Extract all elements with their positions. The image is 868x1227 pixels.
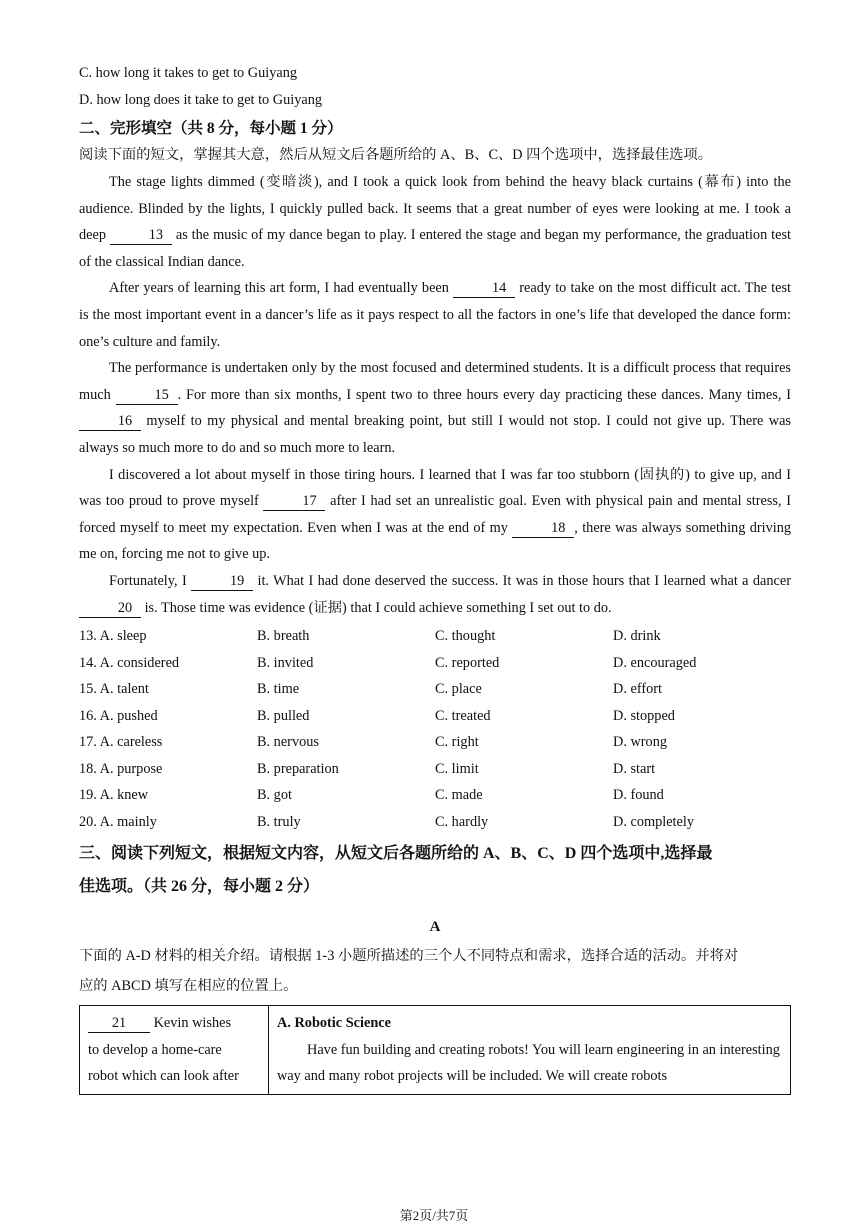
option-row: [79, 809, 791, 836]
option-choice: D. found: [613, 787, 664, 804]
cloze-options: [79, 623, 791, 835]
answer-blank[interactable]: 17: [263, 492, 325, 511]
option-choice: D. encouraged: [613, 654, 697, 671]
option-row: [79, 782, 791, 809]
passage-paragraph: [79, 275, 791, 355]
option-choice: B. got: [257, 787, 292, 804]
option-row: [79, 729, 791, 756]
answer-blank[interactable]: 16: [79, 412, 141, 431]
activity-description-cell: [269, 1006, 791, 1095]
paragraph-text: I discovered a lot about myself in those tiring hours. I learned that I was far too stubborn (固执的) to give up, and I was too proud to prove myself: [79, 466, 791, 510]
paragraph-text: . For more than six months, I spent two to three hours every day practicing these dances. Many times, I: [177, 386, 791, 403]
option-choice: D. stopped: [613, 707, 675, 724]
section3-heading-line1: 三、阅读下列短文，根据短文内容，从短文后各题所给的 A、B、C、D 四个选项中,选择最: [79, 845, 713, 863]
option-choice: B. truly: [257, 813, 301, 830]
option-choice: C. limit: [435, 760, 479, 777]
answer-blank[interactable]: 14: [453, 279, 515, 298]
paragraph-text: it. What I had done deserved the success. It was in those hours that I learned what a dancer: [253, 572, 792, 589]
section3-heading-line2: 佳选项。（共 26 分，每小题 2 分）: [79, 878, 320, 896]
activity-title: A. Robotic Science: [277, 1015, 391, 1032]
person-description-cell: [80, 1006, 269, 1095]
option-choice: 17. A. careless: [79, 734, 163, 751]
option-choice: B. invited: [257, 654, 314, 671]
passage-paragraph: [79, 462, 791, 568]
section2-heading: 二、完形填空（共 8 分，每小题 1 分）: [79, 120, 343, 137]
option-choice: B. breath: [257, 628, 310, 645]
page-number: 第2页/共7页: [399, 1208, 469, 1223]
person-text-1: Kevin wishes: [150, 1015, 232, 1032]
option-choice: D. wrong: [613, 734, 668, 751]
option-d-text: D. how long does it take to get to Guiyang: [79, 91, 323, 108]
section3-intro-line1: 下面的 A-D 材料的相关介绍。请根据 1-3 小题所描述的三个人不同特点和需求，选择合适的活动。并将对: [79, 948, 739, 965]
option-choice: C. treated: [435, 707, 491, 724]
option-choice: B. preparation: [257, 760, 339, 777]
paragraph-text: The performance is undertaken only by the most focused and determined students. It is a difficult process that requires much: [79, 360, 791, 403]
answer-blank[interactable]: 18: [512, 519, 574, 538]
answer-blank-21[interactable]: 21: [88, 1014, 150, 1033]
option-choice: D. effort: [613, 681, 662, 698]
option-row: [79, 756, 791, 783]
option-choice: C. right: [435, 734, 479, 751]
passage-paragraph: [79, 169, 791, 275]
option-row: [79, 623, 791, 650]
option-choice: 13. A. sleep: [79, 628, 147, 645]
option-choice: D. completely: [613, 813, 694, 830]
option-c-text: C. how long it takes to get to Guiyang: [79, 65, 298, 81]
option-choice: 16. A. pushed: [79, 707, 158, 724]
option-choice: D. start: [613, 760, 656, 777]
passage-paragraph: [79, 568, 791, 621]
paragraph-text: after I had set an unrealistic goal. Even with physical pain and mental stress, I forced myself to meet my expectation. Even when I was at the end of my: [79, 493, 791, 536]
answer-blank[interactable]: 13: [110, 226, 172, 245]
option-row: [79, 676, 791, 703]
option-choice: 18. A. purpose: [79, 760, 163, 777]
document-page: [79, 60, 791, 1095]
table-row: [80, 1006, 791, 1095]
passage-paragraph: [79, 355, 791, 461]
activity-table: [79, 1005, 791, 1095]
option-row: [79, 703, 791, 730]
option-choice: B. pulled: [257, 707, 310, 724]
section2-instruction: 阅读下面的短文，掌握其大意，然后从短文后各题所给的 A、B、C、D 四个选项中，选择最佳选项。: [79, 147, 713, 163]
option-choice: C. hardly: [435, 813, 489, 830]
paragraph-text: , there was always something driving me on, forcing me not to give up.: [79, 519, 791, 563]
paragraph-text: The stage lights dimmed (变暗淡), and I took a quick look from behind the heavy black curtains (幕布) into the audience. Blinded by the lights, I quickly pulled back. It seems that a great number of eyes were looking at me. I took a deep: [79, 174, 791, 244]
option-choice: B. time: [257, 681, 300, 698]
answer-blank[interactable]: 19: [191, 572, 253, 591]
paragraph-text: ready to take on the most difficult act. The test is the most important event in a dancer’s life as it pays respect to all the factors in one’s life that developed the dance form: one’s culture and family.: [79, 280, 791, 350]
paragraph-text: Fortunately, I: [109, 572, 192, 589]
option-choice: 14. A. considered: [79, 654, 180, 671]
paragraph-text: is. Those time was evidence (证据) that I could achieve something I set out to do.: [141, 599, 612, 616]
option-choice: 15. A. talent: [79, 681, 149, 698]
person-text-2: to develop a home-care: [88, 1041, 222, 1058]
option-choice: 19. A. knew: [79, 787, 149, 804]
option-choice: C. place: [435, 681, 482, 698]
option-choice: 20. A. mainly: [79, 813, 157, 830]
part-label: A: [429, 919, 441, 936]
option-choice: B. nervous: [257, 734, 319, 751]
activity-text: Have fun building and creating robots! You will learn engineering in an interesting way and many robot projects will be included. We will create robots: [277, 1041, 780, 1085]
option-choice: C. made: [435, 787, 483, 804]
answer-blank[interactable]: 20: [79, 599, 141, 618]
paragraph-text: as the music of my dance began to play. I entered the stage and began my performance, the graduation test of the classical Indian dance.: [79, 227, 791, 270]
option-row: [79, 650, 791, 677]
option-choice: D. drink: [613, 628, 661, 645]
option-choice: C. thought: [435, 628, 496, 645]
option-choice: C. reported: [435, 654, 500, 671]
paragraph-text: myself to my physical and mental breaking point, but still I would not stop. I could not give up. There was always so much more to do and so much more to learn.: [79, 413, 791, 456]
paragraph-text: After years of learning this art form, I had eventually been: [109, 280, 454, 297]
previous-question-options: [79, 60, 791, 113]
person-text-3: robot which can look after: [88, 1068, 239, 1085]
answer-blank[interactable]: 15: [116, 386, 178, 405]
section3-heading: [79, 837, 791, 903]
section3-intro-line2: 应的 ABCD 填写在相应的位置上。: [79, 978, 298, 995]
cloze-passage: [79, 169, 791, 621]
